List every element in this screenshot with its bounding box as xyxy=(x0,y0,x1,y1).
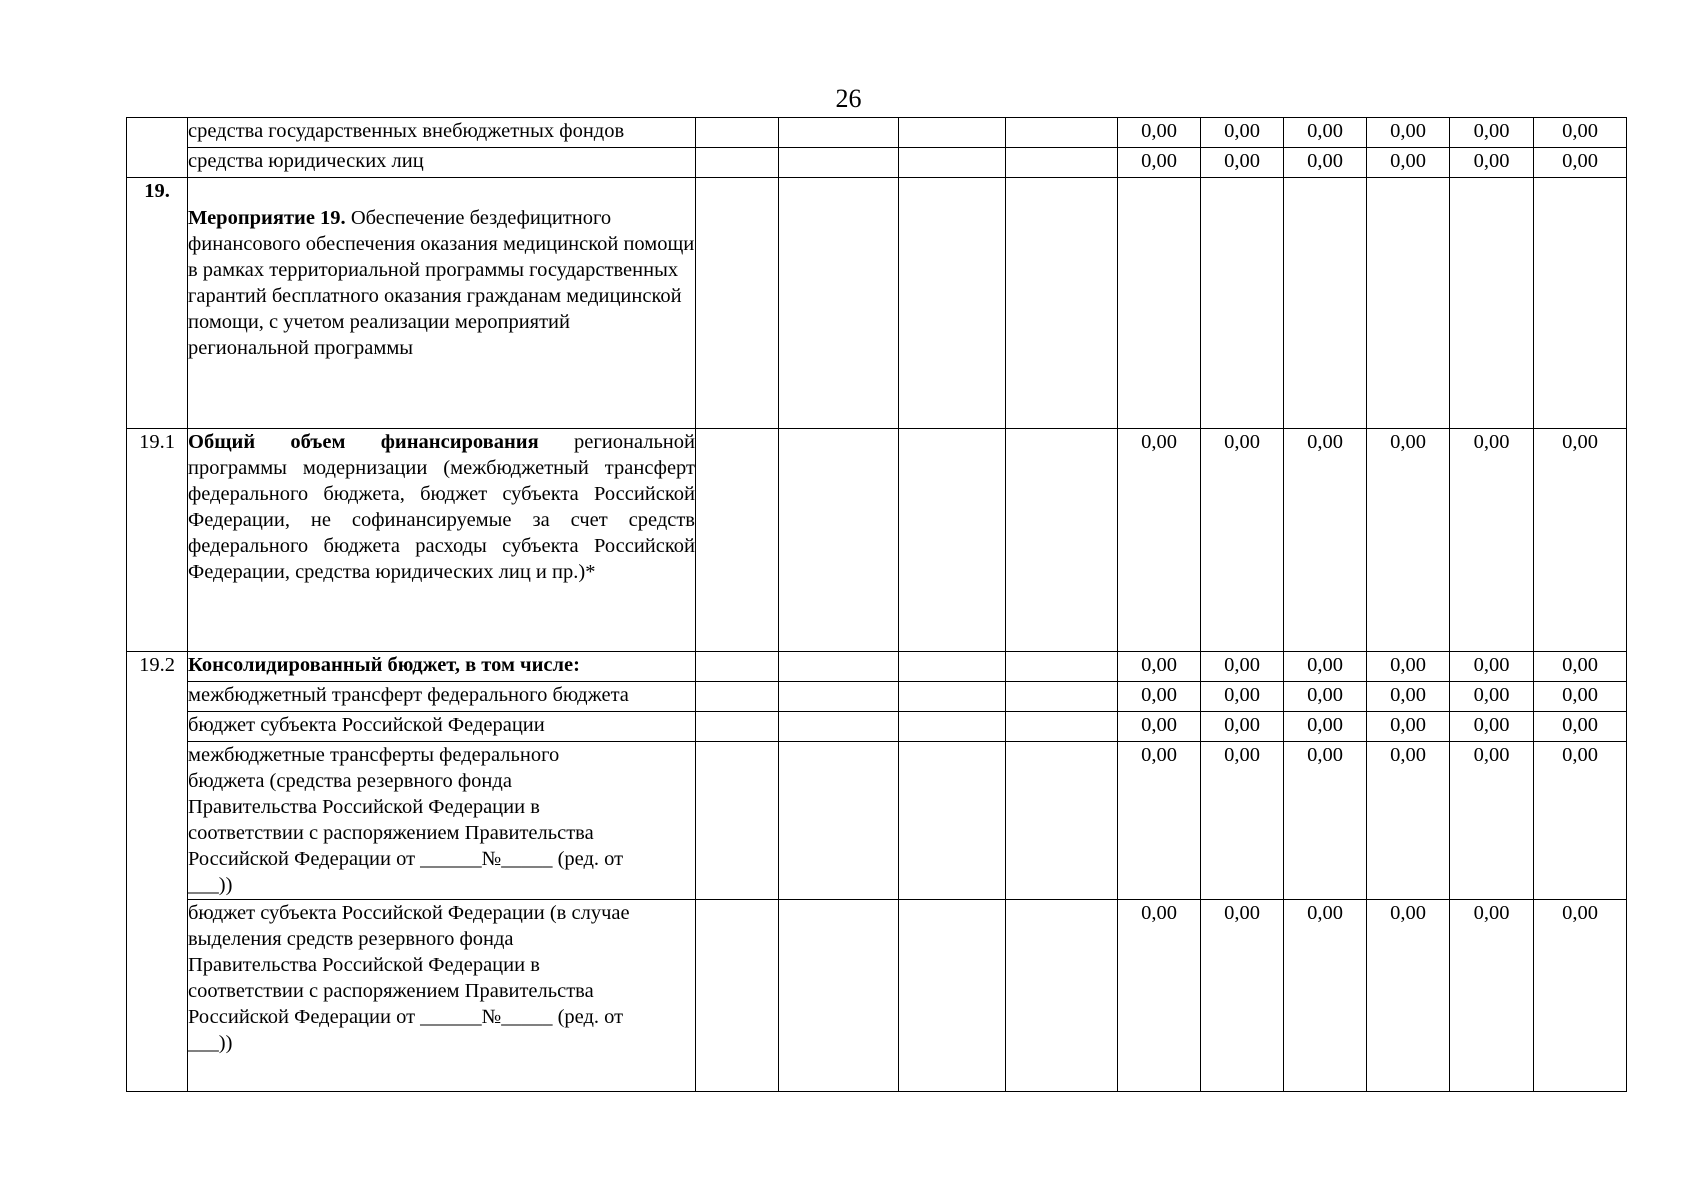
value-cell: 0,00 xyxy=(1367,652,1450,682)
value-cell: 0,00 xyxy=(1284,742,1367,900)
table-row xyxy=(127,712,1627,742)
value-cell: 0,00 xyxy=(1201,682,1284,712)
value-cell: 0,00 xyxy=(1450,118,1534,148)
value-cell: 0,00 xyxy=(1450,148,1534,178)
value-cell: 0,00 xyxy=(1118,429,1201,652)
empty-cell xyxy=(779,148,899,178)
value-cell: 0,00 xyxy=(1118,148,1201,178)
empty-cell xyxy=(696,712,779,742)
text-line: ___)) xyxy=(188,874,233,896)
value-cell: 0,00 xyxy=(1367,148,1450,178)
table-row xyxy=(127,178,1627,429)
empty-cell xyxy=(779,712,899,742)
financing-title: Общий объем финансирования xyxy=(188,431,539,453)
value-cell: 0,00 xyxy=(1367,712,1450,742)
value-cell: 0,00 xyxy=(1284,682,1367,712)
financing-text: региональной программы модернизации (межбюджетный трансферт федерального бюджета, бюджет субъекта Российской Федерации, не софинансируемые за счет средств федерального бюджета расходы субъекта Российской Федерации, средства юридических лиц и пр.)* xyxy=(188,431,695,583)
empty-cell xyxy=(696,429,779,652)
empty-cell xyxy=(1006,429,1118,652)
text-line: Российской Федерации от ______№_____ (ред. от xyxy=(188,1006,624,1028)
empty-cell xyxy=(1006,178,1118,429)
activity-title: Мероприятие 19. xyxy=(188,207,346,229)
empty-cell xyxy=(1367,178,1450,429)
empty-cell xyxy=(696,118,779,148)
empty-cell xyxy=(779,178,899,429)
value-cell: 0,00 xyxy=(1201,712,1284,742)
value-cell: 0,00 xyxy=(1450,900,1534,1092)
value-cell: 0,00 xyxy=(1201,652,1284,682)
empty-cell xyxy=(696,900,779,1092)
value-cell: 0,00 xyxy=(1118,712,1201,742)
consolidated-budget-label: Консолидированный бюджет, в том числе: xyxy=(188,654,580,676)
text-line: Правительства Российской Федерации в xyxy=(188,796,540,818)
empty-cell xyxy=(696,742,779,900)
value-cell: 0,00 xyxy=(1450,712,1534,742)
text-line: бюджета (средства резервного фонда xyxy=(188,770,512,792)
table-row xyxy=(127,682,1627,712)
row-number: 19. xyxy=(127,178,188,429)
value-cell: 0,00 xyxy=(1367,429,1450,652)
empty-cell xyxy=(1006,900,1118,1092)
empty-cell xyxy=(779,682,899,712)
value-cell: 0,00 xyxy=(1534,148,1627,178)
value-cell: 0,00 xyxy=(1367,682,1450,712)
empty-cell xyxy=(899,118,1006,148)
empty-cell xyxy=(1201,178,1284,429)
page-number: 26 xyxy=(835,84,862,113)
value-cell: 0,00 xyxy=(1118,118,1201,148)
empty-cell xyxy=(1284,178,1367,429)
table-row xyxy=(127,429,1627,652)
value-cell: 0,00 xyxy=(1201,118,1284,148)
text-line: выделения средств резервного фонда xyxy=(188,928,514,950)
activity-text: Обеспечение бездефицитного финансового обеспечения оказания медицинской помощи в рамках территориальной программы государственных гарантий бесплатного оказания гражданам медицинской помощи, с учетом реализации мероприятий региональной программы xyxy=(188,207,695,359)
value-cell: 0,00 xyxy=(1534,429,1627,652)
value-cell: 0,00 xyxy=(1118,900,1201,1092)
row-label: средства государственных внебюджетных фондов xyxy=(188,118,696,148)
value-cell: 0,00 xyxy=(1450,652,1534,682)
text-line: бюджет субъекта Российской Федерации (в случае xyxy=(188,902,630,924)
empty-cell xyxy=(899,682,1006,712)
table-row xyxy=(127,148,1627,178)
value-cell: 0,00 xyxy=(1367,742,1450,900)
value-cell: 0,00 xyxy=(1284,712,1367,742)
row-label: средства юридических лиц xyxy=(188,148,696,178)
value-cell: 0,00 xyxy=(1367,900,1450,1092)
empty-cell xyxy=(899,148,1006,178)
value-cell: 0,00 xyxy=(1201,148,1284,178)
text-line: Правительства Российской Федерации в xyxy=(188,954,540,976)
text-line: соответствии с распоряжением Правительства xyxy=(188,822,594,844)
empty-cell xyxy=(1006,118,1118,148)
empty-cell xyxy=(779,118,899,148)
row-number: 19.2 xyxy=(127,652,188,1092)
empty-cell xyxy=(899,429,1006,652)
financing-description xyxy=(188,429,696,652)
table-row xyxy=(127,118,1627,148)
empty-cell xyxy=(1534,178,1627,429)
empty-cell xyxy=(696,178,779,429)
value-cell: 0,00 xyxy=(1450,742,1534,900)
text-line: Российской Федерации от ______№_____ (ред. от xyxy=(188,848,624,870)
value-cell: 0,00 xyxy=(1201,429,1284,652)
empty-cell xyxy=(779,429,899,652)
empty-cell xyxy=(899,900,1006,1092)
empty-cell xyxy=(1006,712,1118,742)
value-cell: 0,00 xyxy=(1534,652,1627,682)
value-cell: 0,00 xyxy=(1450,682,1534,712)
empty-cell xyxy=(1118,178,1201,429)
financing-table xyxy=(126,117,1627,1092)
empty-cell xyxy=(1006,682,1118,712)
value-cell: 0,00 xyxy=(1118,742,1201,900)
empty-cell xyxy=(779,652,899,682)
activity-description xyxy=(188,178,696,429)
row-label: бюджет субъекта Российской Федерации xyxy=(188,712,696,742)
row-number: 19.1 xyxy=(127,429,188,652)
value-cell: 0,00 xyxy=(1534,742,1627,900)
table-row xyxy=(127,900,1627,1092)
empty-cell xyxy=(696,682,779,712)
value-cell: 0,00 xyxy=(1284,900,1367,1092)
value-cell: 0,00 xyxy=(1201,742,1284,900)
value-cell: 0,00 xyxy=(1284,652,1367,682)
value-cell: 0,00 xyxy=(1201,900,1284,1092)
text-line: соответствии с распоряжением Правительства xyxy=(188,980,594,1002)
empty-cell xyxy=(1006,148,1118,178)
empty-cell xyxy=(899,652,1006,682)
row-number-cell xyxy=(127,118,188,178)
value-cell: 0,00 xyxy=(1284,148,1367,178)
empty-cell xyxy=(779,900,899,1092)
reserve-fund-subject-budget-label xyxy=(188,900,696,1092)
table-row xyxy=(127,652,1627,682)
value-cell: 0,00 xyxy=(1118,682,1201,712)
empty-cell xyxy=(899,178,1006,429)
value-cell: 0,00 xyxy=(1284,118,1367,148)
empty-cell xyxy=(696,652,779,682)
value-cell: 0,00 xyxy=(1534,682,1627,712)
table-row xyxy=(127,742,1627,900)
value-cell: 0,00 xyxy=(1118,652,1201,682)
empty-cell xyxy=(779,742,899,900)
empty-cell xyxy=(1006,652,1118,682)
empty-cell xyxy=(899,742,1006,900)
value-cell: 0,00 xyxy=(1367,118,1450,148)
empty-cell xyxy=(1006,742,1118,900)
value-cell: 0,00 xyxy=(1534,118,1627,148)
row-label xyxy=(188,652,696,682)
value-cell: 0,00 xyxy=(1534,900,1627,1092)
empty-cell xyxy=(1450,178,1534,429)
reserve-fund-transfer-label xyxy=(188,742,696,900)
empty-cell xyxy=(899,712,1006,742)
text-line: межбюджетные трансферты федерального xyxy=(188,744,560,766)
row-label: межбюджетный трансферт федерального бюджета xyxy=(188,682,696,712)
text-line: ___)) xyxy=(188,1032,233,1054)
value-cell: 0,00 xyxy=(1534,712,1627,742)
value-cell: 0,00 xyxy=(1450,429,1534,652)
value-cell: 0,00 xyxy=(1284,429,1367,652)
empty-cell xyxy=(696,148,779,178)
